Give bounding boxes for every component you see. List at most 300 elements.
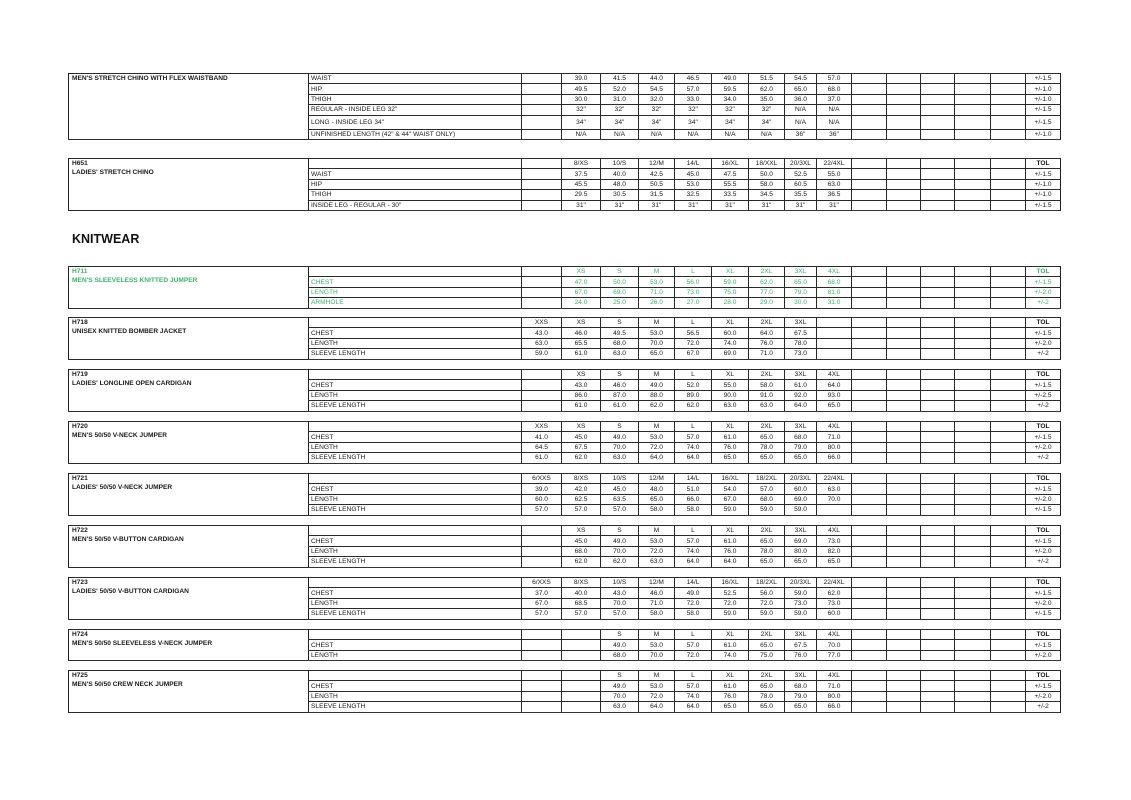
- empty-size-cell: [852, 169, 887, 179]
- size-label: 8/XS: [562, 578, 601, 588]
- empty-size-cell: [852, 287, 887, 297]
- size-label: XXS: [522, 318, 562, 328]
- empty-size-cell: [921, 557, 955, 567]
- empty-size-cell: [921, 287, 955, 297]
- measurement-value: [522, 640, 562, 650]
- size-header-row: [69, 630, 1061, 640]
- empty-size-cell: [991, 609, 1026, 619]
- size-label: 12/M: [639, 159, 675, 169]
- tolerance-header: TOL: [1026, 422, 1061, 432]
- size-label: 4XL: [817, 526, 852, 536]
- tolerance-value: +/-2.5: [1026, 390, 1061, 400]
- empty-size-cell: [852, 190, 887, 200]
- product-code: H719: [72, 371, 88, 378]
- empty-size-cell: [991, 640, 1026, 650]
- empty-size-cell: [852, 484, 887, 494]
- empty-size-cell: [887, 691, 921, 701]
- measurement-value: 31": [817, 200, 852, 210]
- measurement-value: 69.0: [712, 349, 749, 359]
- measurement-value: 31": [562, 200, 601, 210]
- measurement-value: [522, 546, 562, 556]
- size-label: S: [601, 422, 639, 432]
- measurement-value: 62.0: [817, 588, 852, 598]
- empty-size-cell: [955, 494, 991, 504]
- empty-size-cell: [887, 115, 921, 129]
- empty-size-cell: [921, 277, 955, 287]
- empty-size-cell: [955, 328, 991, 338]
- empty-size-cell: [991, 494, 1026, 504]
- product-spec-table: [68, 473, 1061, 516]
- empty-size-cell: [955, 318, 991, 328]
- product-name-cell: [69, 474, 309, 516]
- measurement-label: CHEST: [309, 536, 522, 546]
- empty-size-cell: [955, 474, 991, 484]
- measurement-value: 43.0: [562, 380, 601, 390]
- size-label: 16/XL: [712, 159, 749, 169]
- measurement-value: 46.0: [601, 380, 639, 390]
- size-label: S: [601, 370, 639, 380]
- measurement-value: 74.0: [712, 650, 749, 660]
- measurement-value: 92.0: [785, 390, 817, 400]
- measurement-header-cell: [309, 630, 522, 640]
- measurement-value: 31": [675, 200, 712, 210]
- empty-size-cell: [955, 298, 991, 308]
- measurement-value: 53.0: [639, 536, 675, 546]
- measurement-value: 37.0: [817, 94, 852, 104]
- size-label: 4XL: [817, 630, 852, 640]
- measurement-value: 32": [675, 105, 712, 115]
- measurement-value: 56.0: [749, 588, 785, 598]
- measurement-value: 65.0: [749, 536, 785, 546]
- measurement-value: 32": [749, 105, 785, 115]
- measurement-value: [817, 505, 852, 515]
- measurement-value: 40.0: [562, 588, 601, 598]
- size-label: 10/S: [601, 578, 639, 588]
- product-name-cell: [69, 526, 309, 568]
- empty-size-cell: [852, 536, 887, 546]
- empty-size-cell: [852, 267, 887, 277]
- measurement-value: [562, 640, 601, 650]
- measurement-header-cell: [309, 267, 522, 277]
- tolerance-value: +/-1.5: [1026, 380, 1061, 390]
- empty-size-cell: [921, 630, 955, 640]
- empty-size-cell: [955, 588, 991, 598]
- measurement-value: 54.0: [712, 484, 749, 494]
- size-label: L: [675, 671, 712, 681]
- empty-size-cell: [955, 484, 991, 494]
- measurement-value: 53.0: [639, 640, 675, 650]
- tolerance-value: +/-1.5: [1026, 169, 1061, 179]
- empty-size-cell: [991, 702, 1026, 712]
- measurement-value: 72.0: [639, 691, 675, 701]
- measurement-value: 78.0: [749, 442, 785, 452]
- product-code: H722: [72, 527, 88, 534]
- measurement-value: [522, 129, 562, 139]
- size-label: [522, 159, 562, 169]
- measurement-value: 51.5: [749, 74, 785, 84]
- tolerance-header: TOL: [1026, 267, 1061, 277]
- empty-size-cell: [991, 287, 1026, 297]
- empty-size-cell: [991, 671, 1026, 681]
- empty-size-cell: [991, 536, 1026, 546]
- measurement-value: 64.0: [639, 702, 675, 712]
- empty-size-cell: [955, 442, 991, 452]
- measurement-value: 49.0: [712, 74, 749, 84]
- measurement-value: 32": [601, 105, 639, 115]
- empty-size-cell: [852, 691, 887, 701]
- empty-size-cell: [991, 442, 1026, 452]
- empty-size-cell: [955, 370, 991, 380]
- size-label: 16/XL: [712, 474, 749, 484]
- size-label: 4XL: [817, 422, 852, 432]
- empty-size-cell: [852, 671, 887, 681]
- tolerance-value: +/-1.5: [1026, 588, 1061, 598]
- empty-size-cell: [955, 671, 991, 681]
- tolerance-value: +/-1.5: [1026, 681, 1061, 691]
- empty-size-cell: [921, 328, 955, 338]
- size-label: S: [601, 630, 639, 640]
- empty-size-cell: [991, 328, 1026, 338]
- measurement-value: 32": [639, 105, 675, 115]
- size-label: S: [601, 267, 639, 277]
- measurement-value: N/A: [712, 129, 749, 139]
- empty-size-cell: [887, 277, 921, 287]
- empty-size-cell: [921, 338, 955, 348]
- empty-size-cell: [991, 401, 1026, 411]
- measurement-row: [69, 74, 1061, 84]
- empty-size-cell: [887, 169, 921, 179]
- measurement-value: 65.0: [749, 557, 785, 567]
- size-label: 4XL: [817, 267, 852, 277]
- size-label: 2XL: [749, 630, 785, 640]
- empty-size-cell: [955, 526, 991, 536]
- empty-size-cell: [955, 640, 991, 650]
- measurement-value: 68.5: [562, 598, 601, 608]
- empty-size-cell: [955, 105, 991, 115]
- measurement-value: 34": [712, 115, 749, 129]
- size-label: XL: [712, 370, 749, 380]
- measurement-value: 86.0: [562, 390, 601, 400]
- size-label: [817, 318, 852, 328]
- empty-size-cell: [852, 650, 887, 660]
- measurement-value: 61.0: [562, 401, 601, 411]
- product-spec-table: [68, 629, 1061, 661]
- measurement-value: 74.0: [675, 442, 712, 452]
- measurement-value: 63.5: [601, 494, 639, 504]
- measurement-value: 29.0: [749, 298, 785, 308]
- measurement-value: 58.0: [675, 609, 712, 619]
- empty-size-cell: [921, 200, 955, 210]
- product-spec-table: [68, 317, 1061, 360]
- measurement-value: 60.0: [522, 494, 562, 504]
- measurement-value: 46.0: [562, 328, 601, 338]
- measurement-value: 67.5: [785, 640, 817, 650]
- measurement-header-cell: [309, 422, 522, 432]
- product-name: MEN'S 50/50 V-NECK JUMPER: [72, 432, 168, 439]
- empty-size-cell: [921, 84, 955, 94]
- size-label: L: [675, 422, 712, 432]
- measurement-value: [562, 702, 601, 712]
- empty-size-cell: [852, 200, 887, 210]
- empty-size-cell: [852, 129, 887, 139]
- measurement-value: 65.0: [785, 277, 817, 287]
- measurement-value: 64.0: [785, 401, 817, 411]
- measurement-value: 70.0: [639, 650, 675, 660]
- measurement-label: CHEST: [309, 484, 522, 494]
- tolerance-value: +/-2.0: [1026, 691, 1061, 701]
- empty-size-cell: [921, 505, 955, 515]
- measurement-value: 44.0: [639, 74, 675, 84]
- empty-size-cell: [887, 671, 921, 681]
- measurement-value: 50.5: [639, 179, 675, 189]
- measurement-value: 67.0: [562, 287, 601, 297]
- size-label: 10/S: [601, 159, 639, 169]
- measurement-value: 36": [817, 129, 852, 139]
- measurement-value: 61.0: [712, 681, 749, 691]
- empty-size-cell: [921, 578, 955, 588]
- product-code: H721: [72, 475, 88, 482]
- measurement-value: 65.5: [562, 338, 601, 348]
- measurement-value: N/A: [601, 129, 639, 139]
- measurement-value: 31.0: [817, 298, 852, 308]
- measurement-value: [522, 536, 562, 546]
- empty-size-cell: [852, 94, 887, 104]
- empty-size-cell: [887, 287, 921, 297]
- empty-size-cell: [852, 84, 887, 94]
- empty-size-cell: [991, 129, 1026, 139]
- measurement-value: 57.0: [562, 505, 601, 515]
- measurement-label: WAIST: [309, 169, 522, 179]
- measurement-value: 55.5: [712, 179, 749, 189]
- size-label: M: [639, 630, 675, 640]
- empty-size-cell: [887, 422, 921, 432]
- measurement-value: 67.0: [522, 598, 562, 608]
- empty-size-cell: [887, 609, 921, 619]
- empty-size-cell: [852, 630, 887, 640]
- measurement-value: 57.0: [675, 536, 712, 546]
- measurement-label: SLEEVE LENGTH: [309, 349, 522, 359]
- measurement-value: 46.0: [639, 588, 675, 598]
- empty-size-cell: [852, 598, 887, 608]
- tolerance-header: TOL: [1026, 630, 1061, 640]
- product-spec-table: [68, 266, 1061, 309]
- empty-size-cell: [852, 105, 887, 115]
- size-label: XL: [712, 267, 749, 277]
- measurement-value: 76.0: [712, 442, 749, 452]
- empty-size-cell: [852, 318, 887, 328]
- measurement-value: 57.0: [522, 505, 562, 515]
- measurement-value: 59.0: [749, 505, 785, 515]
- measurement-value: 31.0: [601, 94, 639, 104]
- measurement-value: 61.0: [601, 401, 639, 411]
- size-label: S: [601, 671, 639, 681]
- measurement-value: 69.0: [785, 536, 817, 546]
- empty-size-cell: [921, 609, 955, 619]
- measurement-value: 57.0: [601, 609, 639, 619]
- empty-size-cell: [921, 474, 955, 484]
- tolerance-value: +/-2: [1026, 298, 1061, 308]
- measurement-value: 43.0: [522, 328, 562, 338]
- empty-size-cell: [921, 74, 955, 84]
- empty-size-cell: [921, 702, 955, 712]
- empty-size-cell: [887, 200, 921, 210]
- measurement-value: 66.0: [817, 453, 852, 463]
- measurement-value: 42.5: [639, 169, 675, 179]
- product-name: MEN'S SLEEVELESS KNITTED JUMPER: [72, 277, 198, 284]
- empty-size-cell: [887, 557, 921, 567]
- measurement-header-cell: [309, 578, 522, 588]
- measurement-header-cell: [309, 474, 522, 484]
- empty-size-cell: [852, 432, 887, 442]
- measurement-value: 71.0: [817, 432, 852, 442]
- measurement-value: 62.0: [675, 401, 712, 411]
- empty-size-cell: [852, 474, 887, 484]
- size-header-row: [69, 267, 1061, 277]
- size-label: 3XL: [785, 267, 817, 277]
- measurement-value: 64.0: [675, 557, 712, 567]
- measurement-label: LONG - INSIDE LEG 34": [309, 115, 522, 129]
- size-label: 2XL: [749, 267, 785, 277]
- measurement-label: SLEEVE LENGTH: [309, 609, 522, 619]
- measurement-label: THIGH: [309, 94, 522, 104]
- measurement-value: 73.0: [785, 598, 817, 608]
- size-header-row: [69, 159, 1061, 169]
- measurement-value: 78.0: [749, 691, 785, 701]
- measurement-value: [562, 681, 601, 691]
- measurement-value: [522, 84, 562, 94]
- empty-size-cell: [852, 505, 887, 515]
- measurement-value: 52.5: [712, 588, 749, 598]
- empty-size-cell: [955, 94, 991, 104]
- empty-size-cell: [955, 432, 991, 442]
- empty-size-cell: [991, 588, 1026, 598]
- size-label: 12/M: [639, 474, 675, 484]
- size-label: M: [639, 267, 675, 277]
- measurement-value: 79.0: [785, 442, 817, 452]
- measurement-value: 33.0: [675, 94, 712, 104]
- measurement-value: 64.0: [639, 453, 675, 463]
- empty-size-cell: [852, 526, 887, 536]
- measurement-value: 45.5: [562, 179, 601, 189]
- measurement-value: 65.0: [639, 494, 675, 504]
- size-label: M: [639, 318, 675, 328]
- product-code: H651: [72, 160, 88, 167]
- measurement-value: 49.0: [675, 588, 712, 598]
- empty-size-cell: [955, 277, 991, 287]
- empty-size-cell: [887, 630, 921, 640]
- measurement-value: 55.0: [817, 169, 852, 179]
- empty-size-cell: [991, 390, 1026, 400]
- measurement-value: 34": [749, 115, 785, 129]
- measurement-value: N/A: [817, 115, 852, 129]
- measurement-value: 62.0: [562, 557, 601, 567]
- tolerance-header: TOL: [1026, 578, 1061, 588]
- measurement-value: [817, 328, 852, 338]
- product-spec-table: [68, 158, 1061, 211]
- measurement-value: 54.5: [785, 74, 817, 84]
- measurement-value: 80.0: [817, 442, 852, 452]
- product-name-cell: [69, 422, 309, 464]
- empty-size-cell: [852, 401, 887, 411]
- empty-size-cell: [991, 179, 1026, 189]
- measurement-value: 25.0: [601, 298, 639, 308]
- measurement-label: LENGTH: [309, 390, 522, 400]
- empty-size-cell: [921, 598, 955, 608]
- tolerance-value: +/-1.5: [1026, 328, 1061, 338]
- empty-size-cell: [852, 609, 887, 619]
- empty-size-cell: [852, 453, 887, 463]
- empty-size-cell: [991, 453, 1026, 463]
- measurement-value: 31": [639, 200, 675, 210]
- measurement-value: 36.0: [785, 94, 817, 104]
- product-code: H725: [72, 672, 88, 679]
- size-label: S: [601, 526, 639, 536]
- tolerance-value: +/-2.0: [1026, 287, 1061, 297]
- empty-size-cell: [852, 179, 887, 189]
- empty-size-cell: [887, 588, 921, 598]
- empty-size-cell: [887, 401, 921, 411]
- measurement-value: 91.0: [749, 390, 785, 400]
- empty-size-cell: [991, 505, 1026, 515]
- measurement-value: 53.0: [639, 432, 675, 442]
- product-code: H718: [72, 319, 88, 326]
- measurement-value: 78.0: [785, 338, 817, 348]
- measurement-value: 64.0: [675, 702, 712, 712]
- product-spec-table: [68, 670, 1061, 713]
- empty-size-cell: [955, 630, 991, 640]
- empty-size-cell: [991, 190, 1026, 200]
- tolerance-header: TOL: [1026, 474, 1061, 484]
- measurement-label: LENGTH: [309, 338, 522, 348]
- measurement-value: [522, 277, 562, 287]
- product-name-cell: [69, 671, 309, 713]
- measurement-value: 31": [749, 200, 785, 210]
- section-title-knitwear: KNITWEAR: [72, 232, 140, 246]
- measurement-value: 32": [712, 105, 749, 115]
- size-label: 3XL: [785, 422, 817, 432]
- measurement-value: 67.5: [785, 328, 817, 338]
- measurement-value: 57.0: [601, 505, 639, 515]
- measurement-value: 31": [601, 200, 639, 210]
- tolerance-value: +/-2.0: [1026, 338, 1061, 348]
- measurement-value: [522, 169, 562, 179]
- measurement-value: 58.0: [639, 609, 675, 619]
- measurement-value: 71.0: [749, 349, 785, 359]
- measurement-value: 29.5: [562, 190, 601, 200]
- measurement-value: 65.0: [712, 702, 749, 712]
- empty-size-cell: [852, 640, 887, 650]
- size-label: XL: [712, 422, 749, 432]
- empty-size-cell: [887, 546, 921, 556]
- size-label: XS: [562, 526, 601, 536]
- measurement-value: 90.0: [712, 390, 749, 400]
- empty-size-cell: [921, 453, 955, 463]
- empty-size-cell: [852, 159, 887, 169]
- empty-size-cell: [887, 702, 921, 712]
- product-spec-table: [68, 421, 1061, 464]
- measurement-value: [562, 650, 601, 660]
- size-label: M: [639, 370, 675, 380]
- tolerance-header: TOL: [1026, 159, 1061, 169]
- empty-size-cell: [921, 115, 955, 129]
- measurement-value: 63.0: [601, 453, 639, 463]
- product-name: MEN'S STRETCH CHINO WITH FLEX WAISTBAND: [72, 75, 228, 82]
- tolerance-value: +/-1.0: [1026, 94, 1061, 104]
- tolerance-value: +/-1.5: [1026, 115, 1061, 129]
- measurement-value: 60.0: [712, 328, 749, 338]
- measurement-value: 45.0: [675, 169, 712, 179]
- measurement-value: 63.0: [817, 484, 852, 494]
